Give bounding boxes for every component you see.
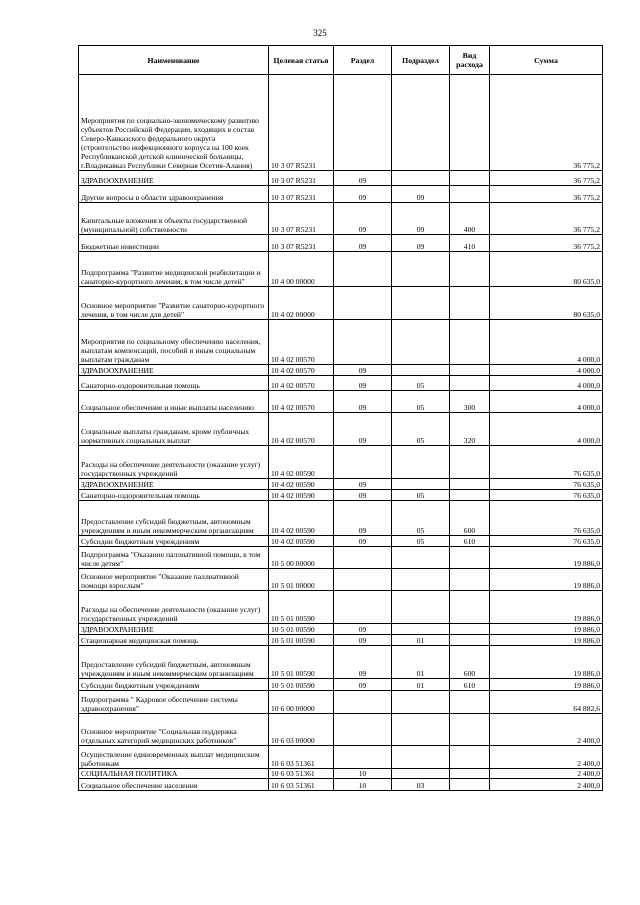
cell-amount: 4 000,0 xyxy=(490,365,603,376)
cell-section: 09 xyxy=(334,235,392,252)
cell-subsection xyxy=(392,365,450,376)
cell-name: Мероприятия по социальному обеспечению населения, выплатам компенсаций, пособий и иным социальным выплатам гражданам xyxy=(79,320,269,365)
cell-subsection xyxy=(392,746,450,769)
cell-amount: 36 775,2 xyxy=(490,203,603,235)
cell-expense-type xyxy=(450,769,490,779)
cell-target: 10 4 02 00570 xyxy=(269,320,334,365)
table-row xyxy=(79,490,603,501)
cell-expense-type xyxy=(450,186,490,203)
table-row xyxy=(79,746,603,769)
cell-target: 10 4 02 00590 xyxy=(269,446,334,479)
cell-target: 10 5 01 00590 xyxy=(269,679,334,691)
header-name: Наименование xyxy=(79,46,269,75)
table-row xyxy=(79,591,603,624)
cell-expense-type: 300 xyxy=(450,391,490,413)
table-row xyxy=(79,646,603,679)
cell-section xyxy=(334,446,392,479)
table-row xyxy=(79,769,603,779)
cell-target: 10 4 02 00000 xyxy=(269,287,334,320)
cell-expense-type xyxy=(450,746,490,769)
cell-name: ЗДРАВООХРАНЕНИЕ xyxy=(79,171,269,186)
cell-name: Социальные выплаты гражданам, кроме публичных нормативных социальных выплат xyxy=(79,413,269,446)
cell-section: 09 xyxy=(334,679,392,691)
cell-target: 10 5 01 00590 xyxy=(269,635,334,646)
cell-amount: 36 775,2 xyxy=(490,171,603,186)
cell-section: 09 xyxy=(334,186,392,203)
table-row xyxy=(79,536,603,547)
cell-section xyxy=(334,252,392,287)
cell-target: 10 4 02 00590 xyxy=(269,490,334,501)
table-row xyxy=(79,501,603,536)
cell-expense-type xyxy=(450,635,490,646)
cell-expense-type xyxy=(450,714,490,746)
cell-name: Подпрограмма "Развитие медицинской реабилитации и санаторно-курортного лечения, в том числе детей" xyxy=(79,252,269,287)
cell-expense-type xyxy=(450,365,490,376)
cell-section: 09 xyxy=(334,376,392,391)
cell-subsection xyxy=(392,591,450,624)
cell-target: 10 5 00 00000 xyxy=(269,547,334,569)
table-row xyxy=(79,413,603,446)
cell-subsection xyxy=(392,75,450,171)
cell-section xyxy=(334,287,392,320)
cell-subsection xyxy=(392,569,450,591)
cell-expense-type: 320 xyxy=(450,413,490,446)
table-row xyxy=(79,779,603,791)
cell-amount: 36 775,2 xyxy=(490,75,603,171)
cell-target: 10 4 00 00000 xyxy=(269,252,334,287)
cell-expense-type xyxy=(450,691,490,714)
header-subsection: Подраздел xyxy=(392,46,450,75)
cell-target: 10 6 03 51361 xyxy=(269,769,334,779)
cell-subsection xyxy=(392,320,450,365)
page-number: 325 xyxy=(313,28,327,38)
header-section: Раздел xyxy=(334,46,392,75)
table-body xyxy=(79,75,603,791)
cell-target: 10 5 01 00590 xyxy=(269,646,334,679)
budget-table xyxy=(78,45,603,791)
cell-subsection xyxy=(392,287,450,320)
cell-section: 09 xyxy=(334,624,392,635)
cell-expense-type xyxy=(450,479,490,490)
cell-subsection: 09 xyxy=(392,186,450,203)
cell-expense-type xyxy=(450,376,490,391)
table-row xyxy=(79,691,603,714)
cell-target: 10 4 02 00590 xyxy=(269,536,334,547)
cell-subsection: 01 xyxy=(392,635,450,646)
cell-expense-type: 610 xyxy=(450,679,490,691)
cell-subsection: 05 xyxy=(392,490,450,501)
header-expense-type: Вид расхода xyxy=(450,46,490,75)
table-row xyxy=(79,446,603,479)
cell-expense-type xyxy=(450,624,490,635)
table-header-row xyxy=(79,46,603,75)
cell-subsection xyxy=(392,547,450,569)
cell-amount: 4 000,0 xyxy=(490,376,603,391)
table-row xyxy=(79,679,603,691)
cell-amount: 4 000,0 xyxy=(490,391,603,413)
cell-name: Подпрограмма " Кадровое обеспечение системы здравоохранения" xyxy=(79,691,269,714)
cell-name: ЗДРАВООХРАНЕНИЕ xyxy=(79,479,269,490)
cell-name: Осуществление единовременных выплат медицинским работникам xyxy=(79,746,269,769)
cell-name: Капитальные вложения в объекты государственной (муниципальной) собственности xyxy=(79,203,269,235)
cell-subsection: 05 xyxy=(392,501,450,536)
cell-section xyxy=(334,591,392,624)
cell-target: 10 4 02 00570 xyxy=(269,376,334,391)
table-row xyxy=(79,714,603,746)
cell-name: Другие вопросы в области здравоохранения xyxy=(79,186,269,203)
table-row xyxy=(79,320,603,365)
cell-subsection: 03 xyxy=(392,779,450,791)
cell-amount: 19 886,0 xyxy=(490,591,603,624)
cell-target: 10 3 07 R5231 xyxy=(269,171,334,186)
cell-target: 10 6 03 00000 xyxy=(269,714,334,746)
cell-amount: 4 000,0 xyxy=(490,320,603,365)
cell-subsection xyxy=(392,624,450,635)
cell-target: 10 3 07 R5231 xyxy=(269,235,334,252)
cell-amount: 2 400,0 xyxy=(490,746,603,769)
table-row xyxy=(79,252,603,287)
cell-expense-type xyxy=(450,75,490,171)
table-row xyxy=(79,287,603,320)
cell-section: 09 xyxy=(334,365,392,376)
cell-expense-type: 600 xyxy=(450,646,490,679)
cell-section xyxy=(334,320,392,365)
cell-subsection xyxy=(392,714,450,746)
table-row xyxy=(79,365,603,376)
cell-section: 10 xyxy=(334,769,392,779)
table-row xyxy=(79,171,603,186)
cell-name: Стационарная медицинская помощь xyxy=(79,635,269,646)
cell-name: Расходы на обеспечение деятельности (оказание услуг) государственных учреждений xyxy=(79,446,269,479)
cell-section xyxy=(334,746,392,769)
cell-section: 09 xyxy=(334,391,392,413)
cell-target: 10 5 01 00000 xyxy=(269,569,334,591)
cell-expense-type xyxy=(450,252,490,287)
cell-amount: 76 635,0 xyxy=(490,446,603,479)
cell-section xyxy=(334,691,392,714)
header-target: Целевая статья xyxy=(269,46,334,75)
cell-expense-type xyxy=(450,287,490,320)
cell-name: Субсидии бюджетным учреждениям xyxy=(79,679,269,691)
cell-name: Санаторно-оздоровительная помощь xyxy=(79,376,269,391)
cell-target: 10 4 02 00570 xyxy=(269,413,334,446)
table-row xyxy=(79,203,603,235)
cell-section xyxy=(334,547,392,569)
cell-amount: 19 886,0 xyxy=(490,635,603,646)
cell-subsection: 01 xyxy=(392,679,450,691)
cell-target: 10 4 02 00570 xyxy=(269,391,334,413)
cell-amount: 19 886,0 xyxy=(490,569,603,591)
cell-amount: 80 635,0 xyxy=(490,287,603,320)
table-row xyxy=(79,547,603,569)
cell-expense-type xyxy=(450,547,490,569)
cell-section: 09 xyxy=(334,171,392,186)
cell-name: Предоставление субсидий бюджетным, автономным учреждениям и иным некоммерческим организациям xyxy=(79,501,269,536)
cell-subsection xyxy=(392,691,450,714)
cell-expense-type xyxy=(450,320,490,365)
cell-amount: 76 635,0 xyxy=(490,501,603,536)
cell-amount: 2 400,0 xyxy=(490,714,603,746)
cell-subsection xyxy=(392,769,450,779)
cell-subsection: 05 xyxy=(392,536,450,547)
cell-section: 09 xyxy=(334,203,392,235)
cell-target: 10 4 02 00570 xyxy=(269,365,334,376)
cell-expense-type: 410 xyxy=(450,235,490,252)
cell-name: Бюджетные инвестиции xyxy=(79,235,269,252)
cell-section: 09 xyxy=(334,490,392,501)
cell-section xyxy=(334,714,392,746)
cell-expense-type xyxy=(450,591,490,624)
cell-target: 10 5 01 00590 xyxy=(269,591,334,624)
cell-section xyxy=(334,75,392,171)
table-row xyxy=(79,75,603,171)
cell-subsection xyxy=(392,479,450,490)
cell-name: Расходы на обеспечение деятельности (оказание услуг) государственных учреждений xyxy=(79,591,269,624)
cell-amount: 19 886,0 xyxy=(490,646,603,679)
cell-expense-type xyxy=(450,446,490,479)
cell-section: 10 xyxy=(334,779,392,791)
cell-target: 10 6 03 51361 xyxy=(269,746,334,769)
cell-expense-type xyxy=(450,171,490,186)
cell-amount: 19 886,0 xyxy=(490,679,603,691)
table-row xyxy=(79,376,603,391)
cell-section: 09 xyxy=(334,479,392,490)
cell-section: 09 xyxy=(334,646,392,679)
cell-subsection: 05 xyxy=(392,376,450,391)
cell-name: Основное мероприятие "Оказание паллиативной помощи взрослым" xyxy=(79,569,269,591)
table-row xyxy=(79,569,603,591)
cell-name: Предоставление субсидий бюджетным, автономным учреждениям и иным некоммерческим организациям xyxy=(79,646,269,679)
cell-expense-type xyxy=(450,569,490,591)
cell-expense-type xyxy=(450,490,490,501)
cell-expense-type: 610 xyxy=(450,536,490,547)
cell-name: Субсидии бюджетным учреждениям xyxy=(79,536,269,547)
cell-amount: 76 635,0 xyxy=(490,490,603,501)
cell-name: СОЦИАЛЬНАЯ ПОЛИТИКА xyxy=(79,769,269,779)
cell-amount: 4 000,0 xyxy=(490,413,603,446)
cell-amount: 19 886,0 xyxy=(490,624,603,635)
cell-expense-type: 400 xyxy=(450,203,490,235)
cell-section: 09 xyxy=(334,635,392,646)
cell-subsection: 05 xyxy=(392,413,450,446)
cell-section: 09 xyxy=(334,501,392,536)
cell-subsection xyxy=(392,446,450,479)
table-row xyxy=(79,479,603,490)
cell-name: Санаторно-оздоровительная помощь xyxy=(79,490,269,501)
table-row xyxy=(79,391,603,413)
cell-target: 10 3 07 R5231 xyxy=(269,75,334,171)
cell-name: Подпрограмма "Оказание паллиативной помощи, в том числе детям" xyxy=(79,547,269,569)
cell-expense-type: 600 xyxy=(450,501,490,536)
cell-expense-type xyxy=(450,779,490,791)
header-amount: Сумма xyxy=(490,46,603,75)
cell-amount: 2 400,0 xyxy=(490,769,603,779)
table-row xyxy=(79,635,603,646)
cell-target: 10 4 02 00590 xyxy=(269,501,334,536)
cell-name: Мероприятия по социально-экономическому развитию субъектов Российской Федерации, входящих в состав Северо-Кавказского федерального округа (строительство инфекционного корпуса на 100 коек Республиканской детской клинической больницы, г.Владикавказ Республики Северная Осетия-Алания) xyxy=(79,75,269,171)
cell-target: 10 3 07 R5231 xyxy=(269,186,334,203)
cell-name: Социальное обеспечение населения xyxy=(79,779,269,791)
cell-name: Основное мероприятие "Социальная поддержка отдельных категорий медицинских работников" xyxy=(79,714,269,746)
cell-subsection: 09 xyxy=(392,203,450,235)
cell-target: 10 6 00 00000 xyxy=(269,691,334,714)
cell-name: Социальное обеспечение и иные выплаты населению xyxy=(79,391,269,413)
table-row xyxy=(79,235,603,252)
cell-amount: 80 635,0 xyxy=(490,252,603,287)
cell-subsection xyxy=(392,252,450,287)
cell-amount: 2 400,0 xyxy=(490,779,603,791)
cell-name: Основное мероприятие "Развитие санаторно-курортного лечения, в том числе для детей" xyxy=(79,287,269,320)
cell-target: 10 6 03 51361 xyxy=(269,779,334,791)
cell-section xyxy=(334,569,392,591)
cell-subsection: 09 xyxy=(392,235,450,252)
cell-target: 10 3 07 R5231 xyxy=(269,203,334,235)
cell-amount: 19 886,0 xyxy=(490,547,603,569)
cell-amount: 36 775,2 xyxy=(490,186,603,203)
cell-amount: 76 635,0 xyxy=(490,479,603,490)
cell-name: ЗДРАВООХРАНЕНИЕ xyxy=(79,365,269,376)
cell-name: ЗДРАВООХРАНЕНИЕ xyxy=(79,624,269,635)
cell-subsection xyxy=(392,171,450,186)
table-row xyxy=(79,186,603,203)
table-row xyxy=(79,624,603,635)
cell-amount: 36 775,2 xyxy=(490,235,603,252)
cell-amount: 76 635,0 xyxy=(490,536,603,547)
cell-amount: 64 882,6 xyxy=(490,691,603,714)
cell-target: 10 5 01 00590 xyxy=(269,624,334,635)
cell-subsection: 01 xyxy=(392,646,450,679)
cell-target: 10 4 02 00590 xyxy=(269,479,334,490)
cell-subsection: 05 xyxy=(392,391,450,413)
cell-section: 09 xyxy=(334,413,392,446)
cell-section: 09 xyxy=(334,536,392,547)
